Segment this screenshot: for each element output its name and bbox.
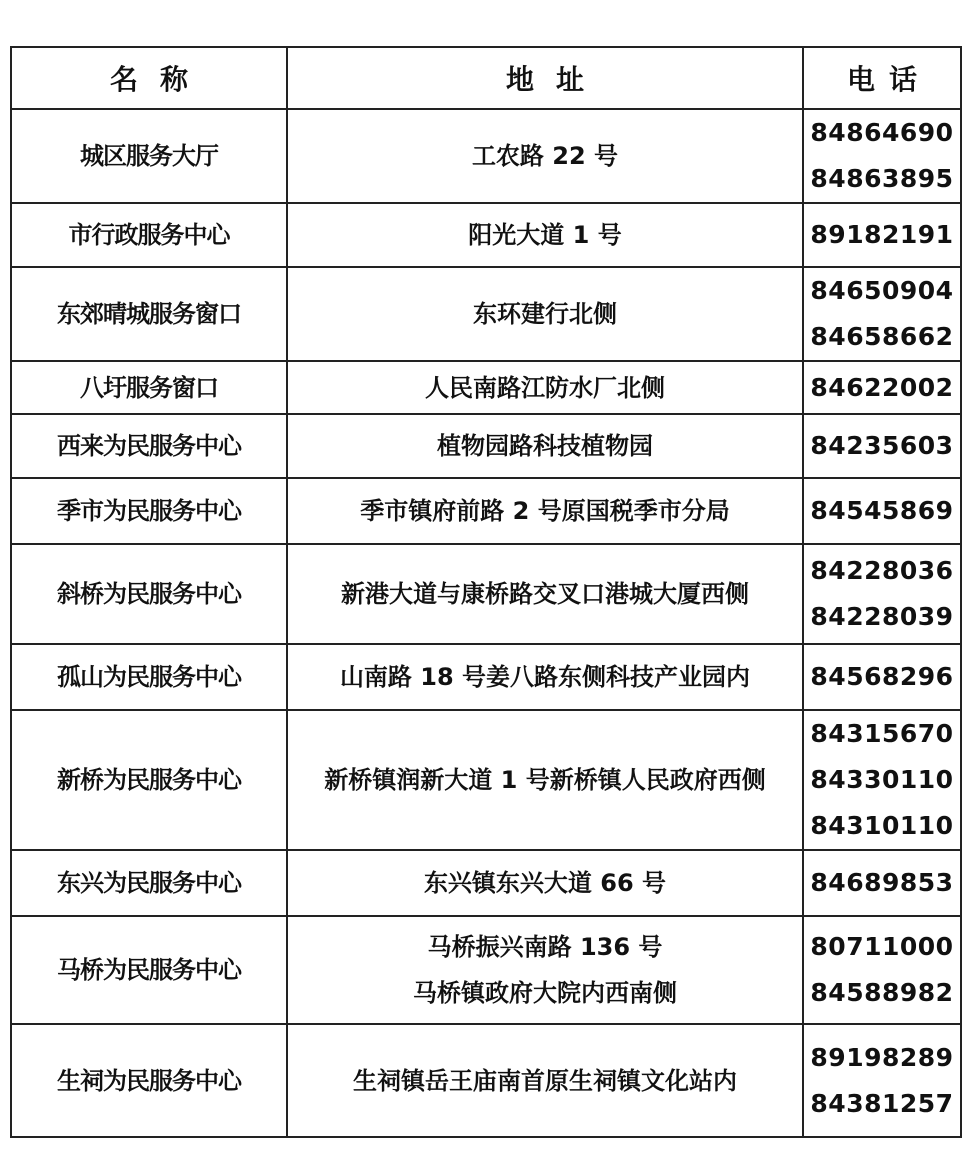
address-line: 阳光大道 1 号	[468, 221, 622, 249]
phone-cell	[803, 109, 961, 203]
phone-number: 84228039	[810, 602, 954, 631]
address-line: 东兴镇东兴大道 66 号	[423, 869, 667, 897]
address-line: 工农路 22 号	[471, 142, 619, 170]
phone-number: 84658662	[810, 322, 954, 351]
phone-number: 89182191	[810, 220, 954, 249]
address-cell	[287, 544, 803, 644]
address-line: 马桥镇政府大院内西南侧	[413, 979, 677, 1007]
phone-number: 84381257	[810, 1088, 954, 1118]
address-cell	[287, 478, 803, 544]
phone-cell	[803, 710, 961, 850]
table-row	[11, 850, 961, 916]
table-header-row	[11, 47, 961, 109]
header-name: 名称	[11, 47, 287, 109]
phone-cell	[803, 414, 961, 478]
address-cell	[287, 414, 803, 478]
center-name-cell: 城区服务大厅	[11, 109, 287, 203]
phone-cell	[803, 644, 961, 710]
phone-number: 84235603	[810, 431, 954, 460]
phone-number: 84863895	[810, 164, 954, 193]
center-name-cell: 东兴为民服务中心	[11, 850, 287, 916]
phone-number: 84622002	[810, 372, 954, 402]
table-body	[11, 109, 961, 1137]
table-row	[11, 414, 961, 478]
table-row	[11, 203, 961, 267]
address-cell	[287, 916, 803, 1024]
address-cell	[287, 267, 803, 361]
address-line: 植物园路科技植物园	[437, 432, 653, 460]
address-cell	[287, 850, 803, 916]
phone-number: 84588982	[810, 978, 954, 1007]
phone-number: 84689853	[810, 868, 954, 897]
center-name-cell: 季市为民服务中心	[11, 478, 287, 544]
center-name-cell: 马桥为民服务中心	[11, 916, 287, 1024]
center-name-cell: 八圩服务窗口	[11, 361, 287, 414]
phone-number: 89198289	[810, 1042, 954, 1072]
address-line: 生祠镇岳王庙南首原生祠镇文化站内	[353, 1066, 737, 1095]
phone-number: 84545869	[810, 496, 954, 525]
address-cell	[287, 361, 803, 414]
table-row	[11, 644, 961, 710]
center-name-cell: 东郊晴城服务窗口	[11, 267, 287, 361]
header-address: 地址	[287, 47, 803, 109]
phone-cell	[803, 203, 961, 267]
center-name-cell: 孤山为民服务中心	[11, 644, 287, 710]
phone-number: 84228036	[810, 556, 954, 585]
address-line: 季市镇府前路 2 号原国税季市分局	[360, 497, 730, 525]
header-phone: 电话	[803, 47, 961, 109]
center-name-cell: 新桥为民服务中心	[11, 710, 287, 850]
table-row	[11, 544, 961, 644]
phone-cell	[803, 267, 961, 361]
address-line: 山南路 18 号姜八路东侧科技产业园内	[339, 663, 751, 691]
phone-number: 84650904	[810, 276, 954, 305]
table-row	[11, 710, 961, 850]
address-cell	[287, 1024, 803, 1137]
address-line: 人民南路江防水厂北侧	[425, 373, 665, 402]
address-cell	[287, 203, 803, 267]
phone-cell	[803, 916, 961, 1024]
table-row	[11, 478, 961, 544]
address-cell	[287, 109, 803, 203]
phone-cell	[803, 361, 961, 414]
phone-number: 80711000	[810, 932, 954, 961]
center-name-cell: 西来为民服务中心	[11, 414, 287, 478]
address-line: 东环建行北侧	[473, 300, 617, 328]
table-row	[11, 109, 961, 203]
center-name-cell: 市行政服务中心	[11, 203, 287, 267]
phone-number: 84315670	[810, 719, 954, 748]
address-cell	[287, 644, 803, 710]
center-name-cell: 斜桥为民服务中心	[11, 544, 287, 644]
center-name-cell: 生祠为民服务中心	[11, 1024, 287, 1137]
phone-cell	[803, 1024, 961, 1137]
table-row	[11, 361, 961, 414]
address-line: 马桥振兴南路 136 号	[427, 933, 663, 961]
table-row	[11, 1024, 961, 1137]
phone-number: 84310110	[810, 811, 954, 840]
table-row	[11, 267, 961, 361]
phone-cell	[803, 544, 961, 644]
phone-cell	[803, 478, 961, 544]
address-cell	[287, 710, 803, 850]
table-row	[11, 916, 961, 1024]
phone-number: 84568296	[810, 662, 954, 691]
phone-number: 84330110	[810, 765, 954, 794]
service-center-table	[10, 46, 962, 1138]
address-line: 新港大道与康桥路交叉口港城大厦西侧	[341, 580, 749, 608]
phone-cell	[803, 850, 961, 916]
phone-number: 84864690	[810, 118, 954, 147]
address-line: 新桥镇润新大道 1 号新桥镇人民政府西侧	[324, 766, 766, 794]
